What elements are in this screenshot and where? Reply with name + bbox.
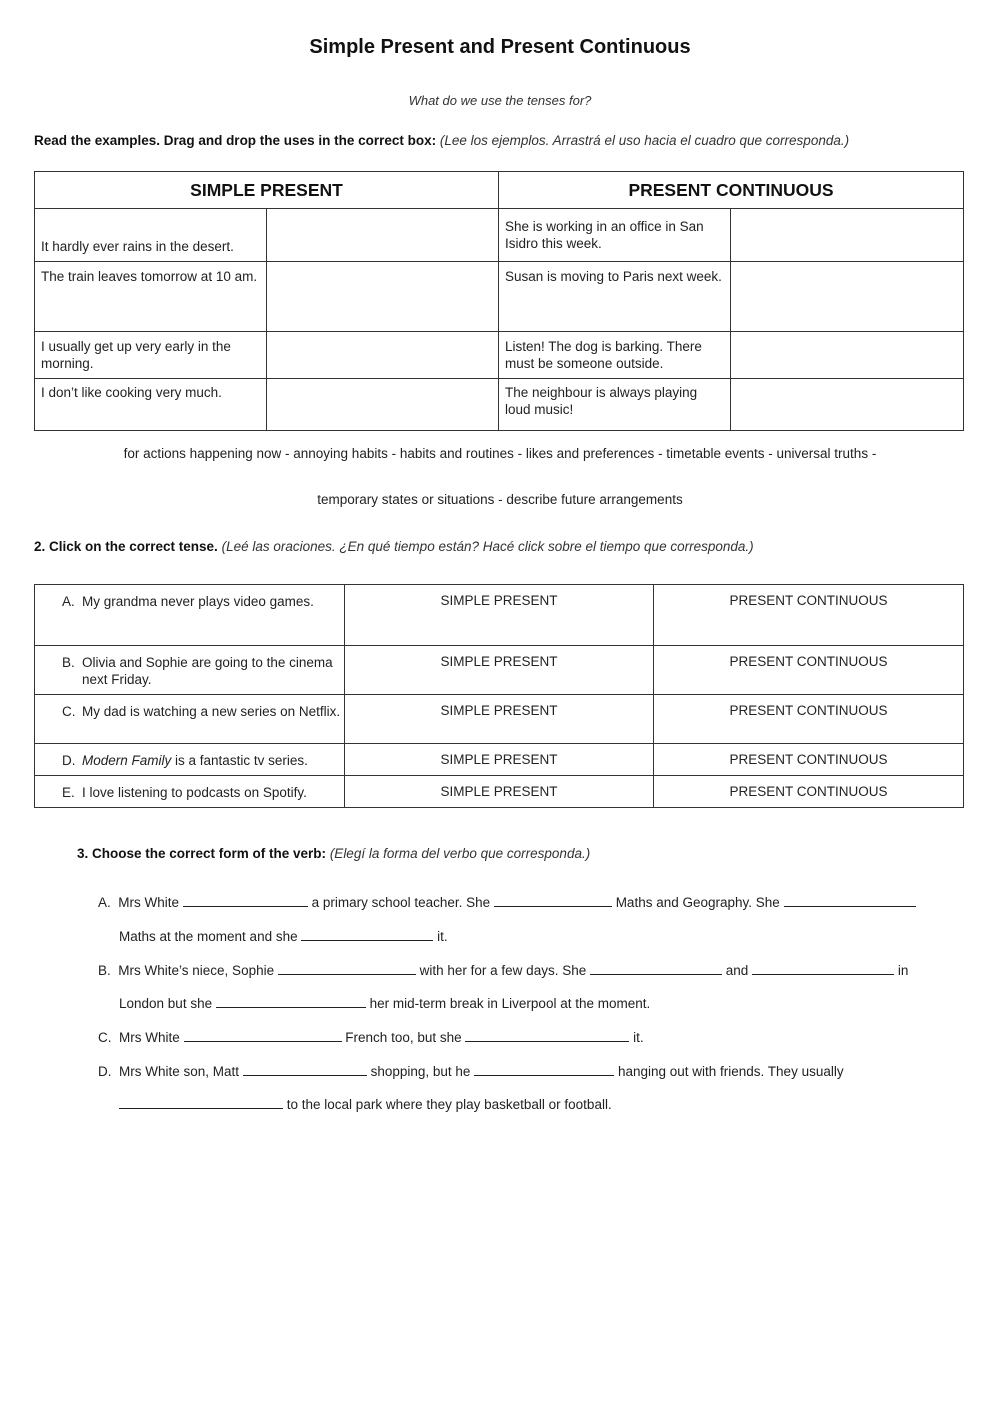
verb-blank[interactable] [784, 892, 916, 907]
question-text: My dad is watching a new series on Netflix. [82, 704, 341, 719]
example-simple: It hardly ever rains in the desert. [35, 209, 267, 262]
exercise-text: Mrs White [118, 895, 180, 910]
verb-blank[interactable] [119, 1094, 283, 1109]
option-present-continuous[interactable]: PRESENT CONTINUOUS [654, 776, 964, 808]
header-simple-present: SIMPLE PRESENT [35, 172, 499, 209]
verb-blank[interactable] [474, 1061, 614, 1076]
exercise-text: shopping, but he [370, 1064, 471, 1079]
section1-instruction [34, 133, 849, 148]
drop-box-continuous[interactable] [731, 332, 964, 379]
verb-blank[interactable] [465, 1027, 629, 1042]
exercise-letter: C. [98, 1030, 112, 1045]
tense-choice-table [34, 584, 964, 808]
question-text [61, 752, 343, 769]
page-title: Simple Present and Present Continuous [309, 36, 691, 58]
verb-blank[interactable] [752, 960, 894, 975]
section2-instruction-bold: 2. Click on the correct tense. [34, 539, 218, 554]
section3-instruction-bold: 3. Choose the correct form of the verb: [77, 846, 327, 861]
exercise-text: and [725, 963, 749, 978]
exercise-text: Maths and Geography. She [615, 895, 780, 910]
example-simple: I don’t like cooking very much. [35, 379, 267, 431]
question-text-rest: is a fantastic tv series. [171, 753, 308, 768]
question-letter: B. [62, 655, 75, 670]
exercise-text: it. [437, 929, 448, 944]
question-cell [35, 695, 345, 744]
exercise-text: her mid-term break in Liverpool at the moment. [369, 996, 651, 1011]
option-present-continuous[interactable]: PRESENT CONTINUOUS [654, 695, 964, 744]
example-continuous: She is working in an office in San Isidro this week. [499, 209, 731, 262]
drop-box-simple[interactable] [267, 332, 499, 379]
example-simple: I usually get up very early in the morning. [35, 332, 267, 379]
question-letter: A. [62, 594, 75, 609]
exercise-a-line1 [98, 892, 916, 910]
exercise-text: Mrs White son, Matt [119, 1064, 240, 1079]
exercise-text: Mrs White’s niece, Sophie [118, 963, 275, 978]
exercise-text: a primary school teacher. She [311, 895, 491, 910]
section1-instruction-italic: (Lee los ejemplos. Arrastrá el uso hacia el cuadro que corresponda.) [439, 133, 850, 148]
question-letter: C. [62, 704, 76, 719]
exercise-letter: A. [98, 895, 111, 910]
question-text: My grandma never plays video games. [82, 594, 314, 609]
question-text-italic: Modern Family [82, 753, 172, 768]
option-present-continuous[interactable]: PRESENT CONTINUOUS [654, 744, 964, 776]
example-continuous: Listen! The dog is barking. There must be someone outside. [499, 332, 731, 379]
exercise-text: it. [633, 1030, 644, 1045]
section1-instruction-bold: Read the examples. Drag and drop the uses in the correct box: [34, 133, 437, 148]
page-subtitle: What do we use the tenses for? [408, 93, 592, 108]
header-present-continuous: PRESENT CONTINUOUS [499, 172, 964, 209]
exercise-text: Mrs White [119, 1030, 180, 1045]
exercise-letter: B. [98, 963, 111, 978]
verb-blank[interactable] [184, 1027, 342, 1042]
section2-instruction-italic: (Leé las oraciones. ¿En qué tiempo están? Hacé click sobre el tiempo que corresponda.) [221, 539, 754, 554]
verb-blank[interactable] [278, 960, 416, 975]
verb-blank[interactable] [590, 960, 722, 975]
exercise-b-line2 [119, 993, 650, 1011]
question-text: I love listening to podcasts on Spotify. [82, 785, 307, 800]
section3-instruction-italic: (Elegí la forma del verbo que corresponda.) [329, 846, 591, 861]
exercise-text: London but she [119, 996, 213, 1011]
option-simple-present[interactable]: SIMPLE PRESENT [345, 585, 654, 646]
option-present-continuous[interactable]: PRESENT CONTINUOUS [654, 646, 964, 695]
option-simple-present[interactable]: SIMPLE PRESENT [345, 646, 654, 695]
exercise-text: to the local park where they play basketball or football. [286, 1097, 612, 1112]
section2-instruction [34, 539, 754, 554]
example-simple: The train leaves tomorrow at 10 am. [35, 262, 267, 332]
verb-blank[interactable] [243, 1061, 367, 1076]
exercise-b-line1 [98, 960, 908, 978]
exercise-text: with her for a few days. She [419, 963, 587, 978]
option-simple-present[interactable]: SIMPLE PRESENT [345, 695, 654, 744]
verb-blank[interactable] [494, 892, 612, 907]
exercise-a-line2 [119, 926, 448, 944]
draggable-options-line2[interactable]: temporary states or situations - describe future arrangements [317, 492, 683, 507]
drop-box-continuous[interactable] [731, 262, 964, 332]
section3-instruction [77, 846, 590, 861]
drop-box-continuous[interactable] [731, 209, 964, 262]
option-present-continuous[interactable]: PRESENT CONTINUOUS [654, 585, 964, 646]
question-cell [35, 585, 345, 646]
exercise-d-line1 [98, 1061, 844, 1079]
exercise-c-line1 [98, 1027, 644, 1045]
question-text: Olivia and Sophie are going to the cinema next Friday. [82, 655, 333, 687]
exercise-text: Maths at the moment and she [119, 929, 298, 944]
verb-blank[interactable] [183, 892, 308, 907]
exercise-text: French too, but she [345, 1030, 462, 1045]
exercise-text: in [897, 963, 909, 978]
tense-uses-table [34, 171, 964, 431]
example-continuous: Susan is moving to Paris next week. [499, 262, 731, 332]
example-continuous: The neighbour is always playing loud music! [499, 379, 731, 431]
exercise-text: hanging out with friends. They usually [617, 1064, 844, 1079]
question-cell [35, 646, 345, 695]
drop-box-simple[interactable] [267, 262, 499, 332]
question-letter: E. [62, 785, 75, 800]
option-simple-present[interactable]: SIMPLE PRESENT [345, 776, 654, 808]
exercise-d-line2 [119, 1094, 612, 1112]
verb-blank[interactable] [301, 926, 433, 941]
question-cell [35, 744, 345, 776]
drop-box-simple[interactable] [267, 379, 499, 431]
exercise-letter: D. [98, 1064, 112, 1079]
option-simple-present[interactable]: SIMPLE PRESENT [345, 744, 654, 776]
drop-box-continuous[interactable] [731, 379, 964, 431]
question-cell [35, 776, 345, 808]
verb-blank[interactable] [216, 993, 366, 1008]
drop-box-simple[interactable] [267, 209, 499, 262]
draggable-options-line1[interactable]: for actions happening now - annoying habits - habits and routines - likes and preferences - timetable events - universal truths - [123, 446, 877, 461]
question-letter: D. [62, 753, 76, 768]
